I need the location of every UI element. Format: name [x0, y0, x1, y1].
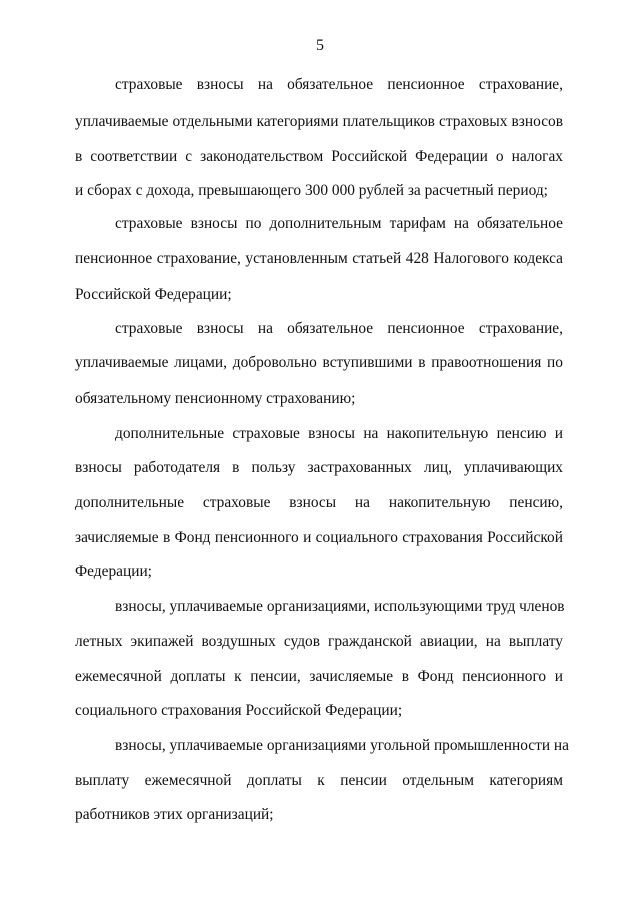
- paragraph-6-line-1: взносы, уплачиваемые организациями угольной промышленности на: [115, 737, 569, 754]
- paragraph-4-line-4: зачисляемые в Фонд пенсионного и социального страхования Российской: [75, 529, 563, 546]
- paragraph-2-line-2: пенсионное страхование, установленным статьей 428 Налогового кодекса: [75, 250, 563, 267]
- paragraph-1-line-4: и сборах с дохода, превышающего 300 000 рублей за расчетный период;: [75, 182, 548, 199]
- page-number: 5: [316, 37, 324, 54]
- paragraph-1-line-1: страховые взносы на обязательное пенсионное страхование,: [115, 76, 563, 93]
- paragraph-6-line-3: работников этих организаций;: [75, 806, 274, 823]
- paragraph-2-line-1: страховые взносы по дополнительным тарифам на обязательное: [115, 215, 563, 232]
- paragraph-5-line-3: ежемесячной доплаты к пенсии, зачисляемые в Фонд пенсионного и: [75, 668, 563, 685]
- paragraph-1-line-3: в соответствии с законодательством Российской Федерации о налогах: [75, 148, 563, 165]
- paragraph-4-line-2: взносы работодателя в пользу застрахованных лиц, уплачивающих: [75, 459, 563, 476]
- paragraph-4-line-3: дополнительные страховые взносы на накопительную пенсию,: [75, 494, 563, 511]
- paragraph-5-line-4: социального страхования Российской Федерации;: [75, 702, 403, 719]
- paragraph-3-line-1: страховые взносы на обязательное пенсионное страхование,: [115, 320, 563, 337]
- paragraph-2-line-3: Российской Федерации;: [75, 286, 232, 303]
- paragraph-6-line-2: выплату ежемесячной доплаты к пенсии отдельным категориям: [75, 772, 563, 789]
- paragraph-4-line-5: Федерации;: [75, 563, 152, 580]
- paragraph-5-line-1: взносы, уплачиваемые организациями, использующими труд членов: [115, 598, 565, 615]
- paragraph-4-line-1: дополнительные страховые взносы на накопительную пенсию и: [115, 425, 563, 442]
- paragraph-3-line-3: обязательному пенсионному страхованию;: [75, 390, 356, 407]
- paragraph-5-line-2: летных экипажей воздушных судов гражданской авиации, на выплату: [75, 633, 563, 650]
- paragraph-3-line-2: уплачиваемые лицами, добровольно вступившими в правоотношения по: [75, 354, 563, 371]
- paragraph-1-line-2: уплачиваемые отдельными категориями плательщиков страховых взносов: [75, 113, 563, 130]
